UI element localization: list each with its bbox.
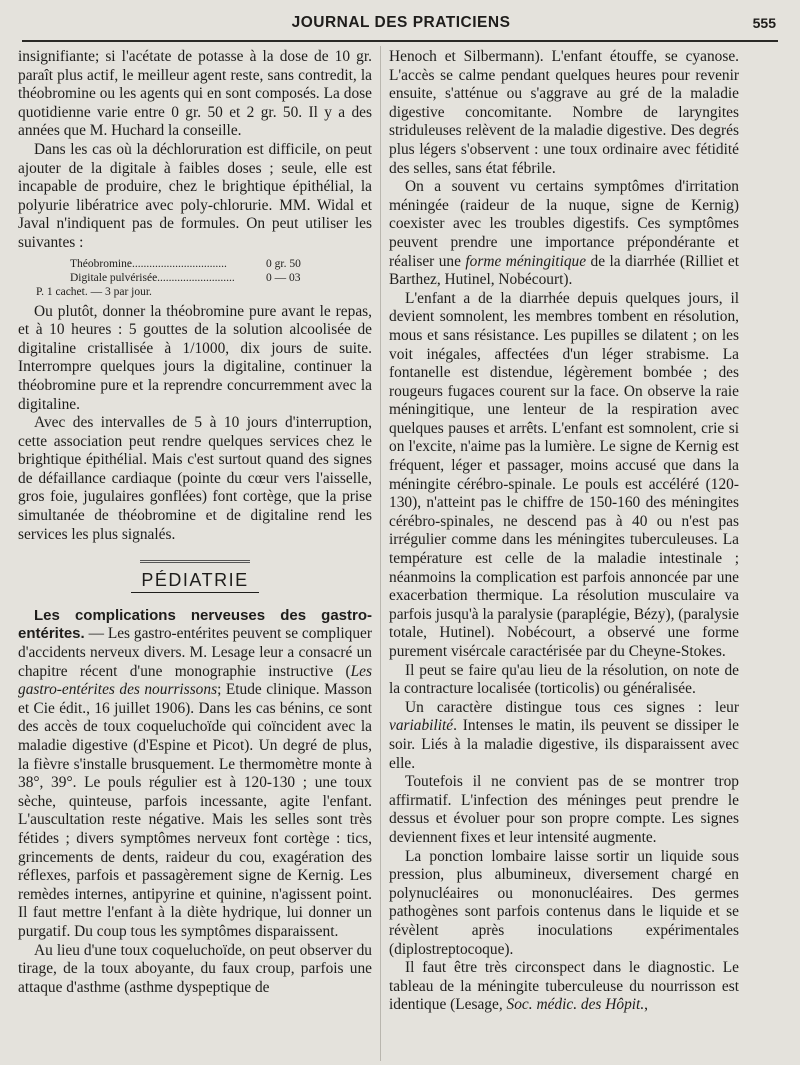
page-number: 555 <box>752 15 776 31</box>
formula-ingredient: Digitale pulvérisée........................... <box>70 271 235 284</box>
paragraph <box>389 699 739 773</box>
paragraph: Dans les cas où la déchloruration est difficile, on peut ajouter de la digitale à faibles doses ; seule, elle est incapable de produire, chez le brightique épithélial, la polyurie libératrice avec poly-chlorurie. MM. Widal et Javal n'indiquent pas de formules. On peut utiliser les suivantes : <box>18 140 372 251</box>
journal-title: JOURNAL DES PRATICIENS <box>291 14 511 31</box>
formula-dose: 0 — 03 <box>266 271 301 284</box>
paragraph: Au lieu d'une toux coqueluchoïde, on peut observer du tirage, de la toux aboyante, du faux croup, parfois une attaque d'asthme (asthme dyspeptique de <box>18 941 372 996</box>
paragraph: insignifiante; si l'acétate de potasse à la dose de 10 gr. paraît plus actif, le meilleur agent reste, sans contredit, la théobromine ou les agents qui en sont composés. La dose quotidienne varie entre 0 gr. 50 et 2 gr. 50. Il y a des années que M. Huchard la conseille. <box>18 48 372 140</box>
section-separator <box>140 560 250 563</box>
paragraph: Avec des intervalles de 5 à 10 jours d'interruption, cette association peut rendre quelques services chez le brightique épithélial. Mais c'est surtout quand des signes de défaillance cardiaque (pointe du cœur vers l'aisselle, gros foie, jugulaires gonflées) font cortège, que la prise simultanée de théobromine et de digitaline rend les services les plus signalés. <box>18 414 372 543</box>
paragraph <box>18 607 372 942</box>
text-run: — Les gastro-entérites peuvent se compliquer d'accidents nerveux divers. M. Lesage leur a consacré un chapitre récent d'une monographie instructive ( <box>18 625 372 680</box>
paragraph: Il peut se faire qu'au lieu de la résolution, on note de la contracture localisée (torticolis) ou généralisée. <box>389 661 739 698</box>
paragraph <box>389 178 739 290</box>
paragraph: L'enfant a de la diarrhée depuis quelques jours, il devient somnolent, les membres tombent en résolution, mous et sans résistance. Les pupilles se dilatent ; on les voit inégales, affectées d'un léger strabisme. La fontanelle est distendue, légèrement bombée ; des rougeurs fugaces courent sur la face. On observe la raie méningitique, une lenteur de la respiration avec quelques pauses et arrêts. L'enfant est somnolent, crie si on l'excite, n'aime pas la lumière. Le signe de Kernig est fréquent, léger et passager, moins accusé que dans la méningite cérébro-spinale. Le pouls est accéléré (120-130), n'atteint pas le chiffre de 150-160 des méningites cérébro-spinales, ne descend pas à 40 ou n'est pas irrégulier comme dans les méningites tuberculeuses. La température est celle de la maladie intestinale ; néanmoins la complication est parfois annoncée par une exacerbation thermique. La résolution musculaire va parfois jusqu'à la paralysie (paraplégie, Bézy), (paralysie totale, Hutinel). Nobécourt, a observé une forme purement visércale caractérisée par du Cheyne-Stokes. <box>389 289 739 660</box>
section-heading <box>18 571 372 593</box>
text-run: , <box>644 996 649 1014</box>
paragraph <box>389 959 739 1015</box>
text-run: ; Etude clinique. Masson et Cie édit., 16 juillet 1906). Dans les cas bénins, ce sont des accès de toux coqueluchoïde qui coïncident avec la maladie digestive (d'Espine et Picot). Un degré de plus, la fièvre s'installe brusquement. Le thermomètre monte à 38°, 39°. Le pouls régulier est à 120-130 ; une toux sèche, quinteuse, parfois incessante, agite l'enfant. L'auscultation reste négative. Mais les selles sont très fétides ; divers symptômes nerveux font cortège : tics, grincements de dents, raideur du cou, exagération des réflexes, parfois et passagèrement signe de Kernig. Les remèdes internes, antipyrine et quinine, n'agissent point. Il faut mettre l'enfant à la diète hydrique, lui donner un purgatif. Du coup tous les symptômes disparaissent. <box>18 681 372 940</box>
text-run: . Intenses le matin, ils peuvent se dissiper le soir. Liés à la maladie digestive, ils disparaissent avec elle. <box>389 717 739 772</box>
left-column <box>18 48 372 997</box>
text-run: Un caractère distingue tous ces signes : leur <box>405 698 739 716</box>
prescription-formula <box>18 257 372 299</box>
text-run: de la diarrhée (Rilliet et Barthez, Hutinel, Nobécourt). <box>389 252 739 289</box>
paragraph: Henoch et Silbermann). L'enfant étouffe, se cyanose. L'accès se calme pendant quelques heures pour revenir ensuite, s'atténue ou s'aggrave au gré de la maladie digestive concomitante. Nombre de laryngites striduleuses relèvent de la maladie digestive. Des degrés plus légers s'observent : une toux ordinaire avec fétidité des selles, sans état fébrile. <box>389 48 739 177</box>
right-column <box>389 48 739 1015</box>
section-heading-text: PÉDIATRIE <box>131 571 258 593</box>
book-title: Les gastro-entérites des nourrissons <box>18 662 372 699</box>
paragraph: Toutefois il ne convient pas de se montrer trop affirmatif. L'infection des méninges peut prendre le dessus et évoluer pour son propre compte. Les signes deviennent fixes et leur intensité augmente. <box>389 773 739 846</box>
citation: Soc. médic. des Hôpit. <box>506 996 645 1014</box>
paragraph: La ponction lombaire laisse sortir un liquide sous pression, plus albumineux, diversement chargé en polynucléaires ou mononucléaires. Des germes pathogènes sont parfois contenus dans le liquide et se révèlent après inoculations expérimentales (diplostreptocoque). <box>389 847 739 958</box>
formula-posology: P. 1 cachet. — 3 par jour. <box>36 285 152 298</box>
article-rubric: Les complications nerveuses des gastro-entérites. <box>18 606 372 643</box>
page-header <box>24 12 778 38</box>
paragraph: Ou plutôt, donner la théobromine pure avant le repas, et à 10 heures : 5 gouttes de la solution alcoolisée de digitaline cristallisée à 1/1000, dix jours de suite. Interrompre quelques jours la digitaline, continuer la théobromine pure et la reprendre concurremment avec la digitaline. <box>18 302 372 413</box>
column-divider <box>380 46 381 1061</box>
emphasis: variabilité <box>389 717 454 735</box>
formula-dose: 0 gr. 50 <box>266 257 301 270</box>
text-run: Il faut être très circonspect dans le diagnostic. Le tableau de la méningite tuberculeuse du nourrisson est identique (Lesage, <box>389 959 739 1014</box>
header-rule <box>22 40 778 42</box>
text-run: On a souvent vu certains symptômes d'irritation méningée (raideur de la nuque, signe de Kernig) coexister avec les troubles digestifs. Ces symptômes peuvent prendre une importance prépondérante et réaliser une <box>389 178 739 270</box>
formula-ingredient: Théobromine................................. <box>70 257 227 270</box>
emphasis: forme méningitique <box>465 252 587 270</box>
